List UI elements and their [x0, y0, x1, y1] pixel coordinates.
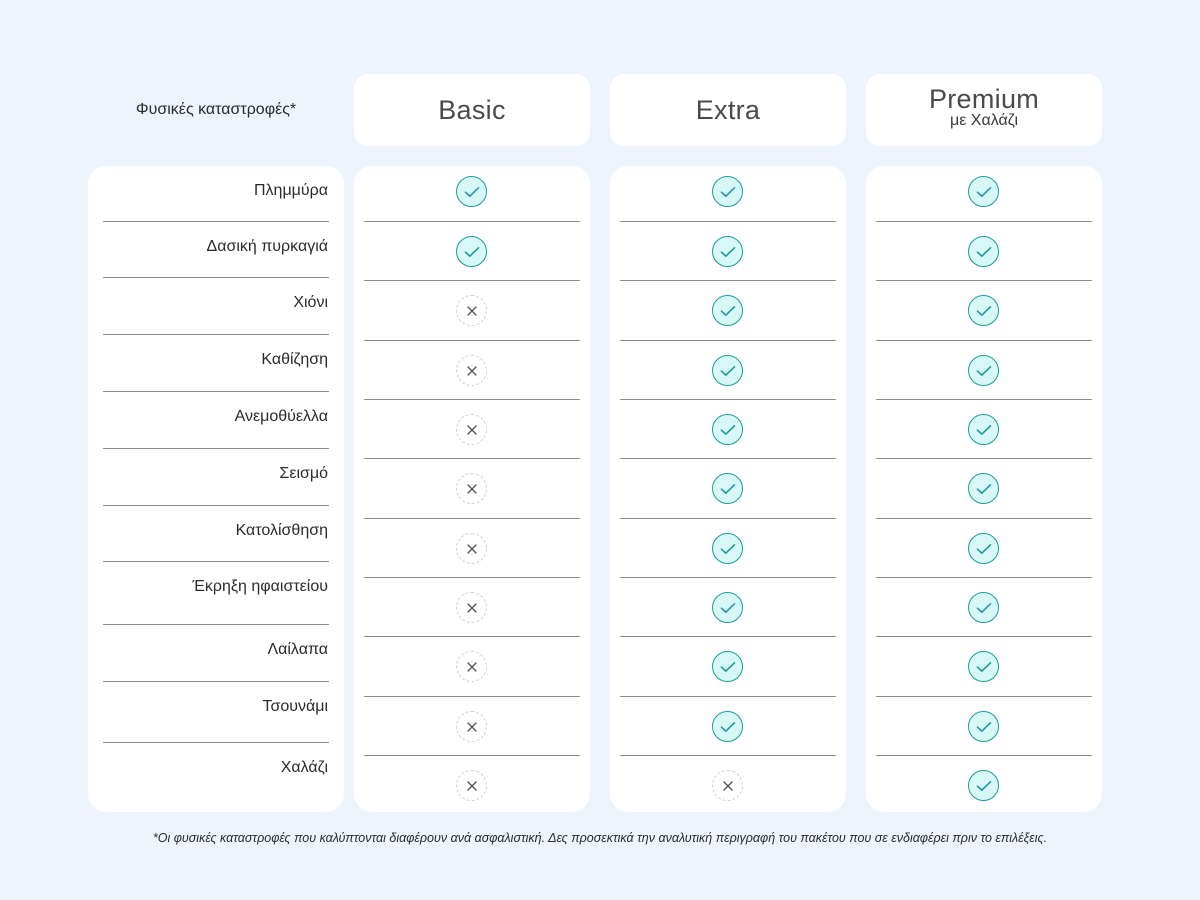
coverage-cell — [610, 222, 846, 281]
coverage-cell — [354, 756, 590, 812]
coverage-row-label — [88, 625, 344, 682]
coverage-cell — [610, 697, 846, 756]
coverage-cell — [354, 637, 590, 697]
coverage-cell — [354, 222, 590, 281]
coverage-row-label — [88, 166, 344, 222]
coverage-cell — [866, 697, 1102, 756]
plan-header-extra — [610, 74, 846, 146]
coverage-row-label — [88, 392, 344, 449]
coverage-row-label — [88, 562, 344, 625]
check-icon — [968, 592, 999, 623]
coverage-cell — [866, 637, 1102, 697]
cross-icon — [456, 533, 487, 564]
coverage-row-label — [88, 506, 344, 562]
coverage-label: Χαλάζι — [280, 759, 328, 776]
plan-header-premium — [866, 74, 1102, 146]
coverage-label: Πλημμύρα — [254, 182, 328, 199]
coverage-row-label — [88, 743, 344, 812]
cross-icon — [456, 770, 487, 801]
coverage-cell — [866, 459, 1102, 519]
coverage-cell — [354, 281, 590, 341]
coverage-cell — [866, 578, 1102, 637]
check-icon — [968, 651, 999, 682]
check-icon — [968, 770, 999, 801]
check-icon — [968, 236, 999, 267]
check-icon — [712, 711, 743, 742]
coverage-cell — [354, 166, 590, 222]
check-icon — [968, 295, 999, 326]
check-icon — [968, 176, 999, 207]
check-icon — [712, 473, 743, 504]
coverage-label: Καθίζηση — [261, 351, 328, 368]
plan-name: Extra — [695, 95, 761, 125]
plan-column-basic — [354, 166, 590, 812]
coverage-row-label — [88, 278, 344, 335]
plan-subtitle: με Χαλάζι — [949, 112, 1019, 129]
check-icon — [456, 176, 487, 207]
coverage-cell — [354, 519, 590, 578]
coverage-cell — [354, 400, 590, 459]
cross-icon — [456, 295, 487, 326]
coverage-cell — [866, 756, 1102, 812]
coverage-label: Έκρηξη ηφαιστείου — [192, 578, 328, 595]
coverage-cell — [610, 756, 846, 812]
check-icon — [968, 473, 999, 504]
coverage-cell — [866, 281, 1102, 341]
coverage-cell — [354, 341, 590, 400]
plan-name: Premium — [928, 84, 1040, 114]
check-icon — [712, 236, 743, 267]
cross-icon — [456, 711, 487, 742]
coverage-cell — [354, 578, 590, 637]
category-header — [88, 74, 344, 146]
coverage-cell — [354, 459, 590, 519]
coverage-cell — [610, 341, 846, 400]
coverage-cell — [610, 578, 846, 637]
cross-icon — [712, 770, 743, 801]
plan-column-premium — [866, 166, 1102, 812]
coverage-row-label — [88, 449, 344, 506]
check-icon — [712, 176, 743, 207]
coverage-label: Τσουνάμι — [262, 698, 328, 715]
coverage-label: Χιόνι — [293, 294, 328, 311]
coverage-cell — [610, 459, 846, 519]
check-icon — [968, 414, 999, 445]
coverage-cell — [610, 400, 846, 459]
coverage-cell — [610, 166, 846, 222]
check-icon — [712, 651, 743, 682]
plan-name: Basic — [438, 95, 506, 125]
cross-icon — [456, 651, 487, 682]
check-icon — [968, 711, 999, 742]
plan-column-extra — [610, 166, 846, 812]
coverage-row-label — [88, 222, 344, 278]
coverage-cell — [610, 519, 846, 578]
check-icon — [968, 533, 999, 564]
cross-icon — [456, 414, 487, 445]
check-icon — [712, 295, 743, 326]
coverage-row-label — [88, 335, 344, 392]
coverage-label: Σεισμό — [279, 465, 328, 482]
check-icon — [712, 592, 743, 623]
coverage-cell — [610, 281, 846, 341]
coverage-label: Κατολίσθηση — [235, 522, 328, 539]
coverage-cell — [354, 697, 590, 756]
coverage-cell — [866, 341, 1102, 400]
check-icon — [712, 355, 743, 386]
coverage-label: Ανεμοθύελλα — [234, 408, 328, 425]
coverage-cell — [610, 637, 846, 697]
plan-header-basic — [354, 74, 590, 146]
footnote: *Οι φυσικές καταστροφές που καλύπτονται διαφέρουν ανά ασφαλιστική. Δες προσεκτικά την αναλυτική περιγραφή του πακέτου που σε ενδιαφέρει πριν το επιλέξεις. — [152, 831, 1048, 845]
coverage-cell — [866, 400, 1102, 459]
coverage-cell — [866, 519, 1102, 578]
coverage-labels-card — [88, 166, 344, 812]
cross-icon — [456, 473, 487, 504]
coverage-row-label — [88, 682, 344, 743]
cross-icon — [456, 355, 487, 386]
category-header-label: Φυσικές καταστροφές* — [135, 101, 297, 118]
coverage-label: Λαίλαπα — [267, 641, 328, 658]
check-icon — [456, 236, 487, 267]
check-icon — [712, 533, 743, 564]
coverage-cell — [866, 166, 1102, 222]
coverage-label: Δασική πυρκαγιά — [206, 238, 328, 255]
coverage-cell — [866, 222, 1102, 281]
check-icon — [968, 355, 999, 386]
check-icon — [712, 414, 743, 445]
cross-icon — [456, 592, 487, 623]
